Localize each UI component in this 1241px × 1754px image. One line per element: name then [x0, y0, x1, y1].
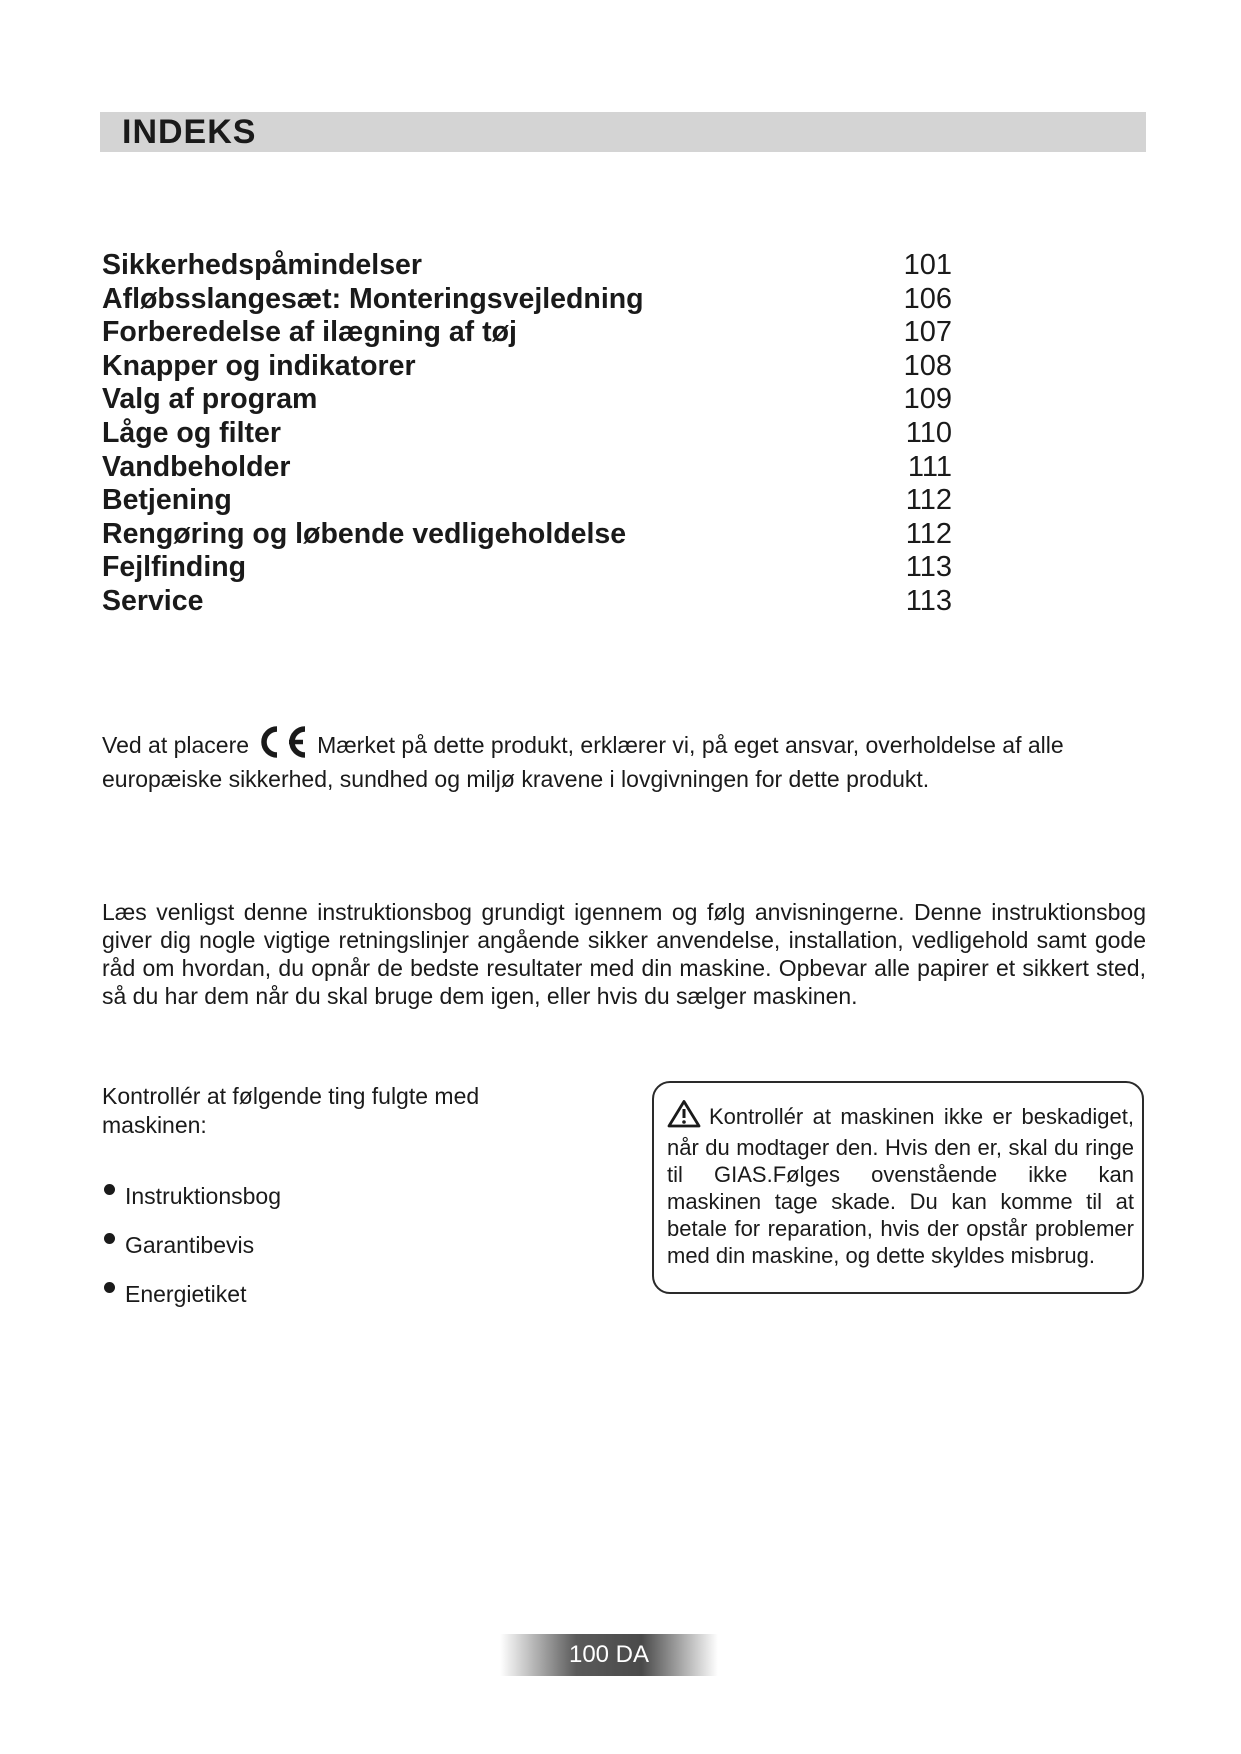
page-number: 100 DA	[568, 1641, 650, 1668]
toc-entry-title: Rengøring og løbende vedligeholdelse	[102, 517, 627, 550]
warning-box	[652, 1081, 1144, 1294]
toc-entry-page: 109	[903, 383, 952, 416]
checklist-title: Kontrollér at følgende ting fulgte med maskinen:	[102, 1083, 480, 1138]
toc-row[interactable]	[102, 383, 962, 417]
table-of-contents	[102, 249, 962, 619]
toc-entry-page: 112	[905, 517, 952, 550]
intro-paragraph: Læs venligst denne instruktionsbog grundigt igennem og følg anvisningerne. Denne instruktionsbog giver dig nogle vigtige retningslinjer angående sikker anvendelse, installation, vedligehold samt gode råd om hvordan, du opnår de bedste resultater med din maskine. Opbevar alle papirer et sikkert sted, så du har dem når du skal bruge dem igen, eller hvis du sælger maskinen.	[102, 899, 1146, 1009]
index-header-bar	[100, 112, 1146, 152]
list-item	[102, 1231, 281, 1280]
bullet-icon	[104, 1233, 115, 1244]
toc-entry-title: Valg af program	[102, 383, 318, 416]
toc-entry-page: 113	[905, 584, 952, 617]
toc-row[interactable]	[102, 249, 962, 283]
bullet-icon	[104, 1184, 115, 1195]
toc-row[interactable]	[102, 484, 962, 518]
list-item-label: Energietiket	[125, 1281, 247, 1307]
checklist	[102, 1182, 281, 1329]
toc-entry-page: 112	[905, 484, 952, 517]
list-item	[102, 1280, 281, 1329]
warning-text: Kontrollér at maskinen ikke er beskadiget, når du modtager den. Hvis den er, skal du ringe til GIAS.Følges ovenstående ikke kan maskinen tage skade. Du kan komme til at betale for reparation, hvis der opstår problemer med din maskine, og dette skyldes misbrug.	[667, 1104, 1134, 1268]
list-item-label: Garantibevis	[125, 1232, 255, 1258]
toc-row[interactable]	[102, 417, 962, 451]
toc-entry-page: 111	[907, 450, 952, 483]
toc-row[interactable]	[102, 585, 962, 619]
toc-entry-title: Fejlfinding	[102, 551, 247, 584]
list-item-label: Instruktionsbog	[125, 1183, 281, 1209]
toc-entry-title: Service	[102, 584, 204, 617]
toc-entry-page: 106	[903, 282, 952, 315]
toc-row[interactable]	[102, 518, 962, 552]
ce-text-after: Mærket på dette produkt, erklærer vi, på eget ansvar, overholdelse af alle europæiske sikkerhed, sundhed og miljø kravene i lovgivningen for dette produkt.	[102, 732, 1064, 792]
toc-row[interactable]	[102, 283, 962, 317]
toc-entry-page: 107	[903, 316, 952, 349]
ce-text-before: Ved at placere	[102, 732, 250, 758]
toc-entry-title: Forberedelse af ilægning af tøj	[102, 316, 517, 349]
toc-entry-title: Knapper og indikatorer	[102, 349, 416, 382]
list-item	[102, 1182, 281, 1231]
toc-entry-page: 108	[903, 349, 952, 382]
page-title: INDEKS	[122, 113, 257, 151]
toc-entry-title: Betjening	[102, 484, 232, 517]
toc-row[interactable]	[102, 316, 962, 350]
warning-paragraph	[667, 1099, 1134, 1269]
warning-triangle-icon	[667, 1099, 701, 1134]
toc-row[interactable]	[102, 350, 962, 384]
toc-entry-page: 110	[905, 416, 952, 449]
toc-entry-title: Sikkerhedspåmindelser	[102, 249, 422, 281]
ce-declaration	[102, 725, 1152, 793]
page-footer	[500, 1634, 718, 1676]
ce-mark-icon	[253, 725, 309, 765]
toc-entry-page: 101	[903, 249, 952, 281]
toc-entry-title: Vandbeholder	[102, 450, 291, 483]
bullet-icon	[104, 1282, 115, 1293]
toc-row[interactable]	[102, 451, 962, 485]
toc-row[interactable]	[102, 551, 962, 585]
toc-entry-title: Låge og filter	[102, 416, 281, 449]
toc-entry-title: Afløbsslangesæt: Monteringsvejledning	[102, 282, 644, 315]
toc-entry-page: 113	[905, 551, 952, 584]
